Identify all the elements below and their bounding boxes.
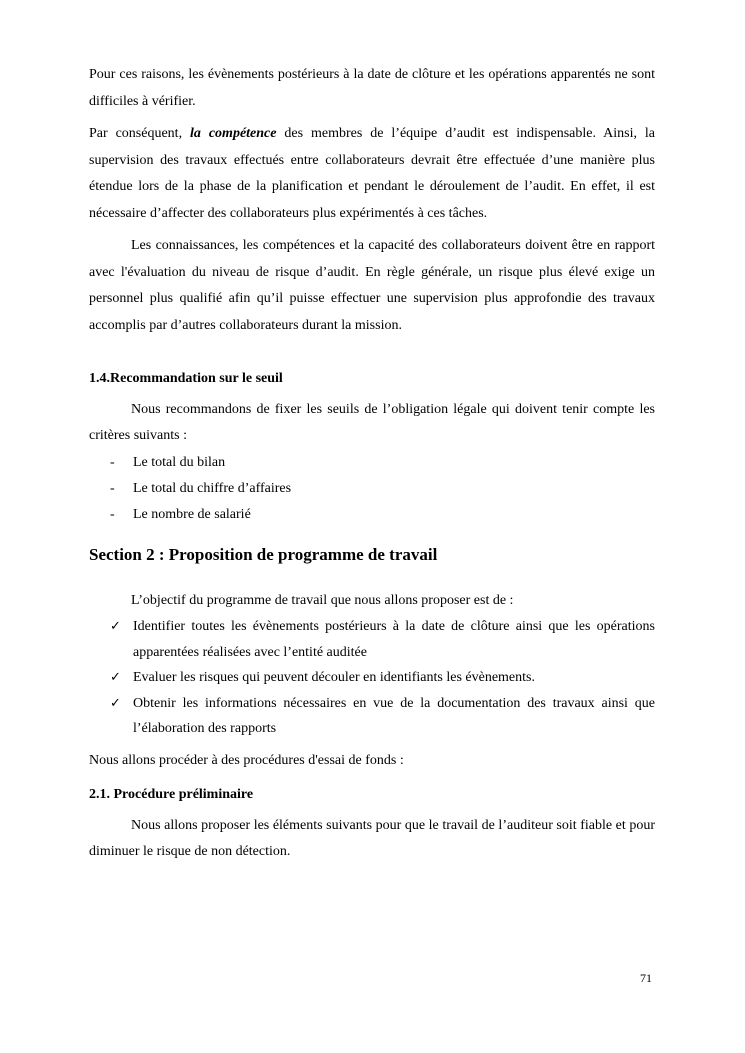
list-item-text: Le total du bilan [133, 454, 226, 470]
list-item-text: Le nombre de salarié [133, 506, 251, 522]
paragraph-preliminaire: Nous allons proposer les éléments suivants pour que le travail de l’auditeur soit fiable et pour diminuer le risque de non détection. [89, 817, 655, 859]
document-page [89, 62, 655, 866]
objectives-list [89, 614, 655, 742]
list-item-text: Obtenir les informations nécessaires en vue de la documentation des travaux ainsi que l’élaboration des rapports [133, 695, 655, 736]
list-item [89, 665, 655, 691]
heading-1-4: 1.4.Recommandation sur le seuil [89, 371, 283, 386]
heading-2-1: 2.1. Procédure préliminaire [89, 787, 254, 802]
paragraph-objectif: L’objectif du programme de travail que nous allons proposer est de : [131, 592, 514, 608]
dash-bullet: - [110, 480, 115, 496]
paragraph-3: Les connaissances, les compétences et la capacité des collaborateurs doivent être en rapport avec l'évaluation du niveau de risque d’audit. En règle générale, un risque plus élevé exige un personnel plus qualifié afin qu’il puisse effectuer une supervision plus approfondie des travaux accomplis par d’autres collaborateurs durant la mission. [89, 238, 655, 333]
list-item [89, 691, 655, 742]
list-item [89, 502, 655, 528]
paragraph-procedure: Nous allons procéder à des procédures d'essai de fonds : [89, 752, 404, 768]
checkmark-icon: ✓ [110, 670, 121, 685]
page-number: 71 [640, 971, 652, 985]
checkmark-icon: ✓ [110, 695, 121, 711]
list-item-text: Le total du chiffre d’affaires [133, 480, 292, 496]
checkmark-icon: ✓ [110, 619, 121, 634]
paragraph-2-end: des membres de l’équipe d’audit est indispensable. Ainsi, la supervision des travaux effectués entre collaborateurs devrait être effectuée d’une manière plus étendue lors de la phase de la planification et pendant le déroulement de l’audit. En effet, il est nécessaire d’affecter des collaborateurs plus expérimentés à ces tâches. [89, 126, 655, 221]
list-item-text: Identifier toutes les évènements postérieurs à la date de clôture ainsi que les opérations apparentées réalisées avec l’entité auditée [133, 619, 655, 660]
paragraph-2-start: Par conséquent, [89, 126, 191, 141]
paragraph-seuil-intro: Nous recommandons de fixer les seuils de l’obligation légale qui doivent tenir compte les critères suivants : [89, 401, 655, 443]
paragraph-1: Pour ces raisons, les évènements postérieurs à la date de clôture et les opérations apparentés ne sont difficiles à vérifier. [89, 67, 655, 109]
paragraph-2 [89, 121, 655, 227]
list-item [89, 614, 655, 665]
dash-bullet: - [110, 506, 115, 522]
dash-bullet: - [110, 454, 115, 470]
criteria-list [89, 450, 655, 528]
list-item-text: Evaluer les risques qui peuvent découler en identifiants les évènements. [133, 670, 535, 685]
emphasis-competence: la compétence [190, 126, 277, 141]
heading-section-2: Section 2 : Proposition de programme de travail [89, 544, 438, 564]
list-item [89, 476, 655, 502]
list-item [89, 450, 655, 476]
